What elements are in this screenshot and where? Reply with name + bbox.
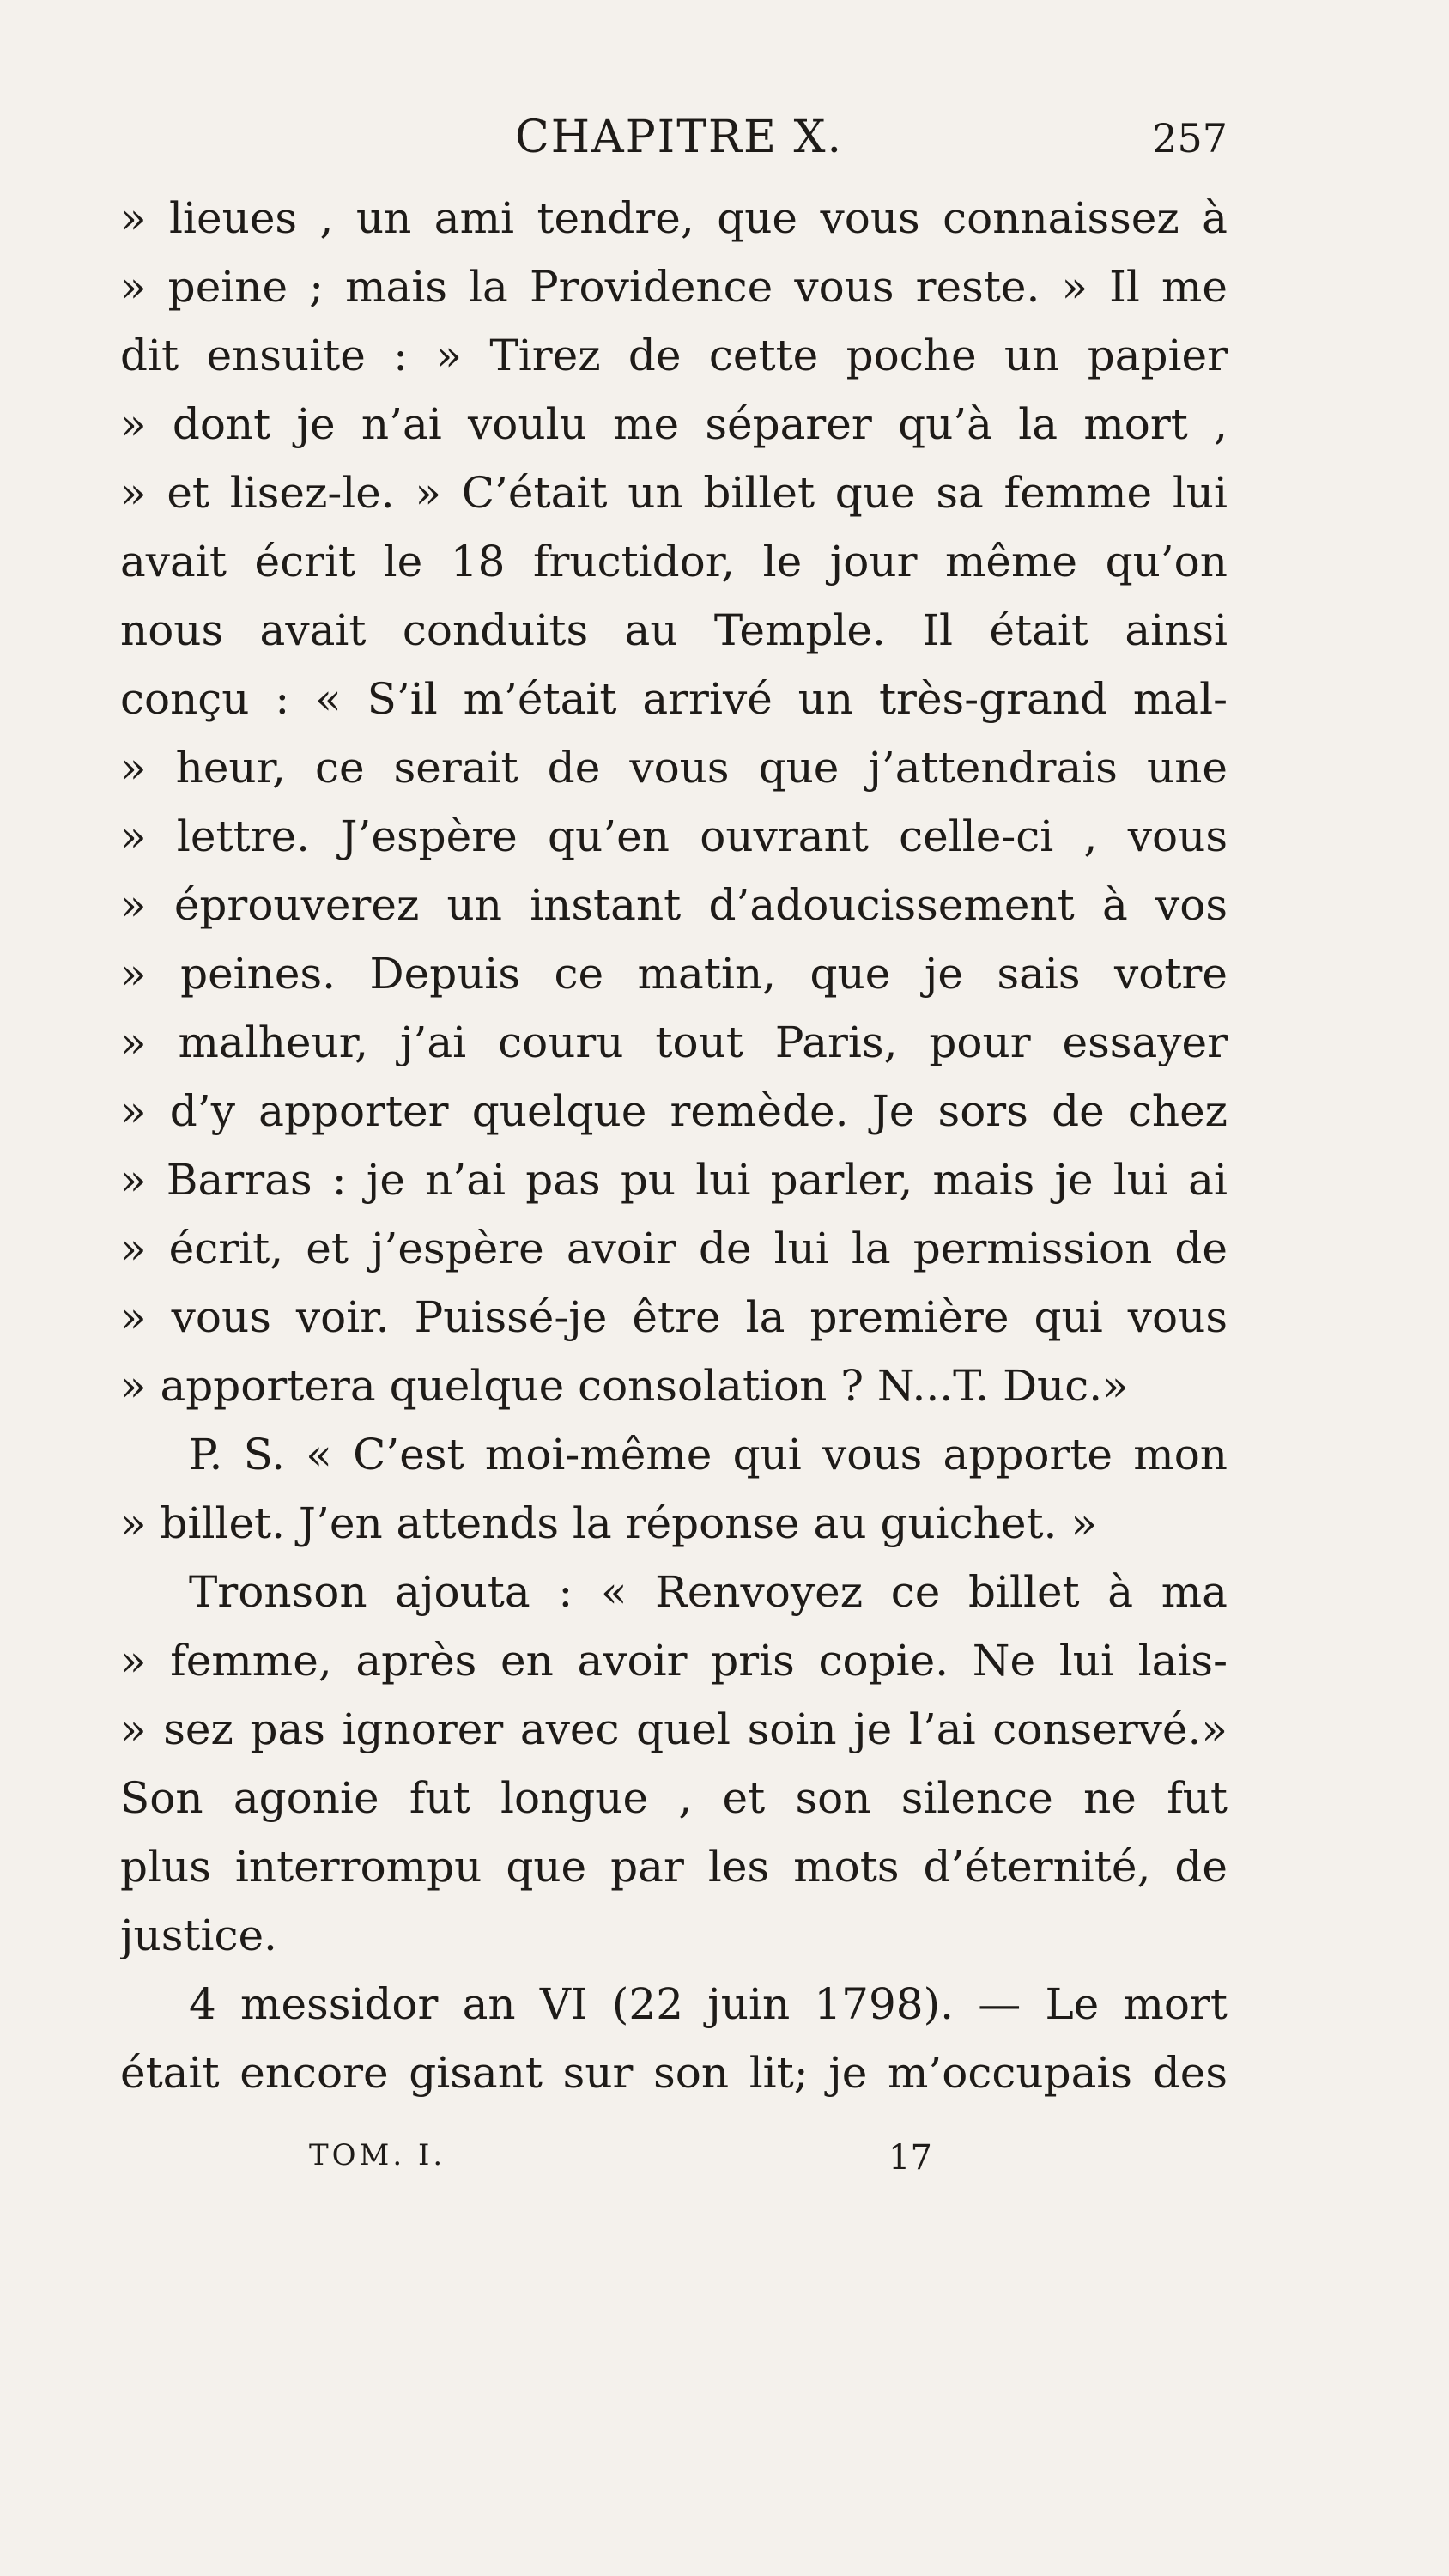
text-line: » vous voir. Puissé-je être la première qui vous — [120, 1292, 1228, 1342]
running-header — [120, 112, 1228, 180]
text-line: » apportera quelque consolation ? N...T. Duc.» — [120, 1361, 1129, 1411]
text-line: P. S. « C’est moi-même qui vous apporte mon — [189, 1430, 1228, 1479]
text-line: Son agonie fut longue , et son silence ne fut — [120, 1773, 1228, 1823]
text-line: avait écrit le 18 fructidor, le jour même qu’on — [120, 537, 1228, 586]
text-line: » peine ; mais la Providence vous reste. » Il me — [120, 262, 1228, 312]
text-line: était encore gisant sur son lit; je m’occupais des — [120, 2048, 1228, 2098]
text-line: » peines. Depuis ce matin, que je sais votre — [120, 949, 1228, 999]
text-line: » d’y apporter quelque remède. Je sors de chez — [120, 1086, 1228, 1136]
chapter-title: CHAPITRE X. — [515, 112, 844, 163]
text-line: » et lisez-le. » C’était un billet que sa femme lui — [120, 468, 1228, 518]
text-line: nous avait conduits au Temple. Il était ainsi — [120, 605, 1228, 655]
text-line: » éprouverez un instant d’adoucissement à vos — [120, 880, 1228, 930]
signature-line — [120, 2138, 1228, 2190]
text-line: » dont je n’ai voulu me séparer qu’à la mort , — [120, 399, 1228, 449]
signature-number: 17 — [888, 2138, 932, 2178]
text-line: » Barras : je n’ai pas pu lui parler, mais je lui ai — [120, 1155, 1228, 1205]
text-line: » lieues , un ami tendre, que vous connaissez à — [120, 193, 1228, 243]
text-line: 4 messidor an VI (22 juin 1798). — Le mort — [189, 1979, 1228, 2029]
text-line: » femme, après en avoir pris copie. Ne lui lais- — [120, 1636, 1228, 1686]
text-line: Tronson ajouta : « Renvoyez ce billet à ma — [189, 1567, 1228, 1617]
text-line: » billet. J’en attends la réponse au guichet. » — [120, 1498, 1097, 1548]
text-line: » lettre. J’espère qu’en ouvrant celle-ci , vous — [120, 811, 1228, 861]
text-line: justice. — [120, 1911, 277, 1960]
text-line: » sez pas ignorer avec quel soin je l’ai conservé.» — [120, 1704, 1228, 1754]
page-number: 257 — [1152, 115, 1228, 161]
text-line: » écrit, et j’espère avoir de lui la permission de — [120, 1224, 1228, 1273]
text-line: conçu : « S’il m’était arrivé un très-grand mal- — [120, 674, 1228, 724]
text-line: » heur, ce serait de vous que j’attendrais une — [120, 743, 1228, 793]
volume-signature: TOM. I. — [309, 2138, 446, 2172]
text-line: dit ensuite : » Tirez de cette poche un papier — [120, 331, 1228, 380]
body-text — [120, 184, 1228, 2107]
text-line: plus interrompu que par les mots d’éternité, de — [120, 1842, 1228, 1892]
text-line: » malheur, j’ai couru tout Paris, pour essayer — [120, 1018, 1228, 1067]
